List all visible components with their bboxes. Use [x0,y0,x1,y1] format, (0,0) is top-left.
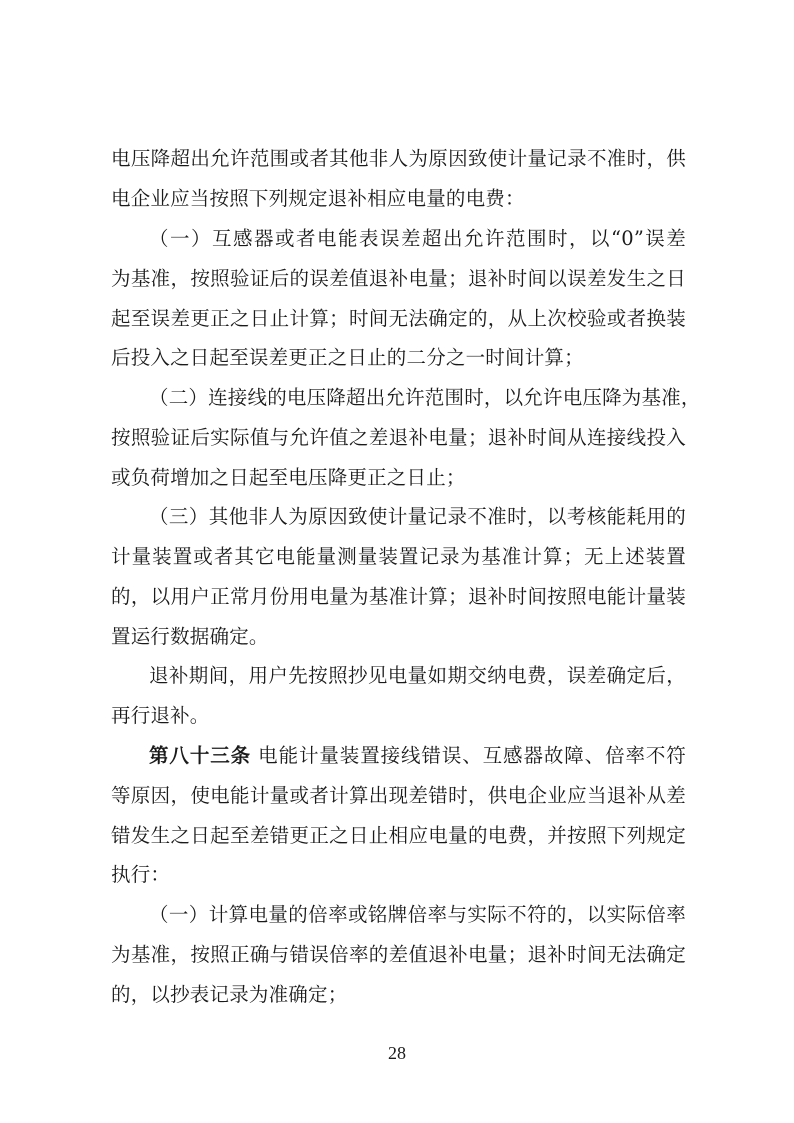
paragraph-line: 等原因，使电能计量或者计算出现差错时，供电企业应当退补从差 [111,784,686,807]
paragraph-line: （一）互感器或者电能表误差超出允许范围时，以“0”误差 [149,227,686,250]
paragraph-line: 再行退补。 [111,704,210,727]
paragraph-line: 计量装置或者其它电能量测量装置记录为基准计算；无上述装置 [111,545,686,568]
paragraph-line: 或负荷增加之日起至电压降更正之日止； [111,466,466,489]
paragraph-line: 电企业应当按照下列规定退补相应电量的电费： [111,187,525,210]
paragraph-line: 错发生之日起至差错更正之日止相应电量的电费，并按照下列规定 [111,824,686,847]
paragraph-line: 电压降超出允许范围或者其他非人为原因致使计量记录不准时，供 [111,147,686,170]
paragraph-line: 退补期间，用户先按照抄见电量如期交纳电费，误差确定后， [149,664,686,687]
paragraph-line-text: 电能计量装置接线错误、互感器故障、倍率不符 [258,744,686,767]
paragraph-line: （三）其他非人为原因致使计量记录不准时，以考核能耗用的 [149,505,686,528]
paragraph-line: 按照验证后实际值与允许值之差退补电量；退补时间从连接线投入 [111,426,686,449]
paragraph-line: 为基准，按照正确与错误倍率的差值退补电量；退补时间无法确定 [111,943,686,966]
paragraph-line: 起至误差更正之日止计算；时间无法确定的，从上次校验或者换装 [111,307,686,330]
paragraph-line: 的，以用户正常月份用电量为基准计算；退补时间按照电能计量装 [111,585,686,608]
article-83-first-line [149,741,686,771]
paragraph-line: （二）连接线的电压降超出允许范围时，以允许电压降为基准， [149,386,701,409]
paragraph-line: 置运行数据确定。 [111,625,269,648]
page-number: 28 [388,1043,406,1063]
paragraph-line: （一）计算电量的倍率或铭牌倍率与实际不符的，以实际倍率 [149,903,686,926]
paragraph-line: 的，以抄表记录为准确定； [111,983,348,1006]
paragraph-line: 后投入之日起至误差更正之日止的二分之一时间计算； [111,346,584,369]
article-heading: 第八十三条 [149,744,252,767]
paragraph-line: 为基准，按照验证后的误差值退补电量；退补时间以误差发生之日 [111,267,686,290]
paragraph-line: 执行： [111,863,171,886]
